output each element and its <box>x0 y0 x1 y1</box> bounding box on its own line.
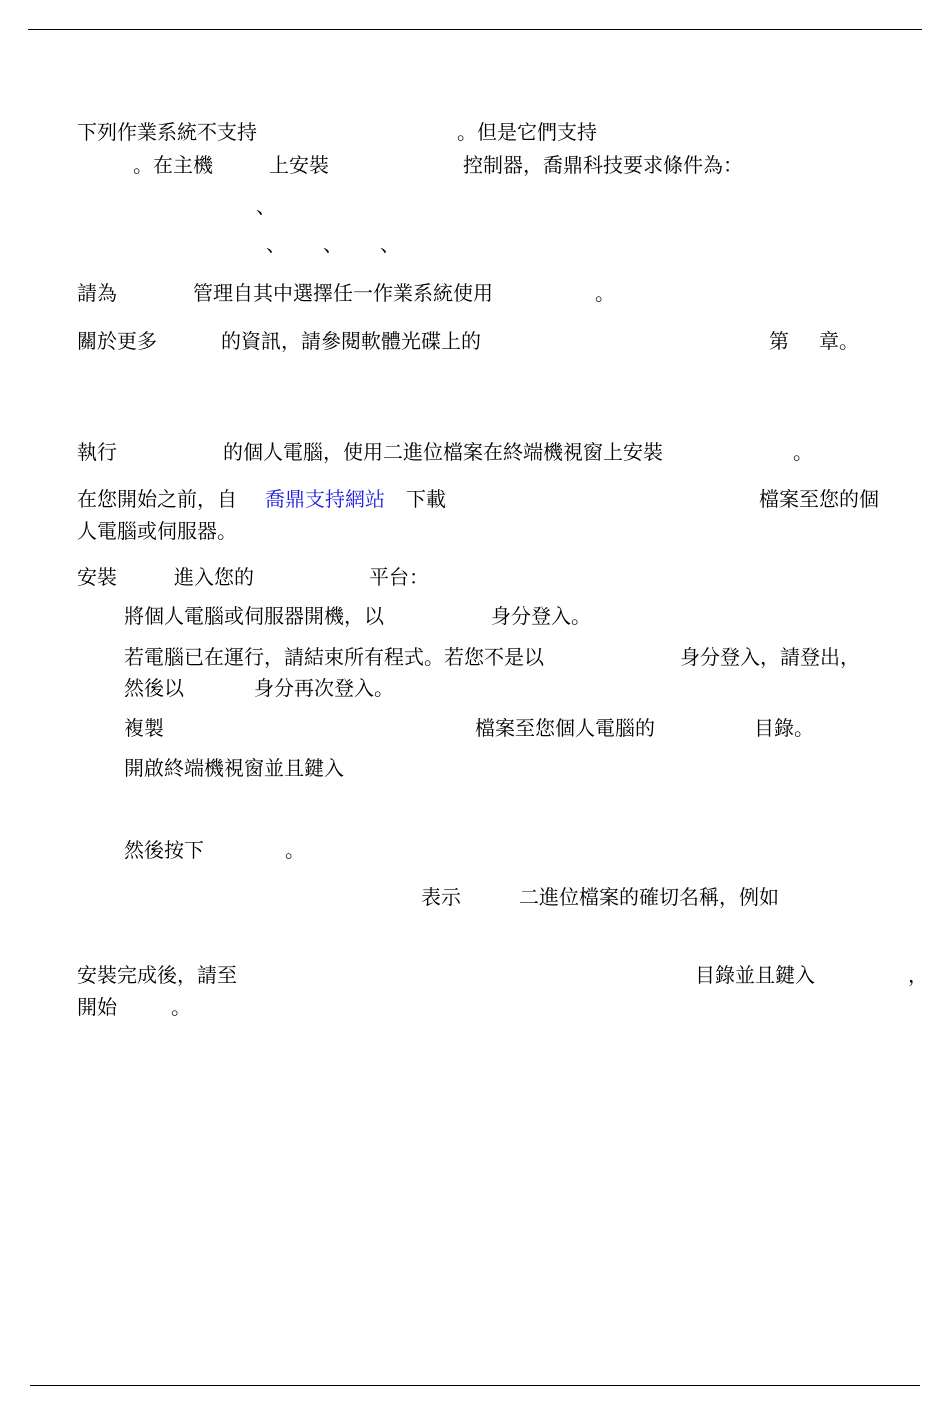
text-controller-requirements: 控制器，喬鼎科技要求條件為： <box>463 153 743 177</box>
text-after-install: 安裝完成後，請至 <box>77 963 237 987</box>
text-chapter-suffix: 章。 <box>819 329 859 353</box>
text-pc-install-binary: 的個人電腦，使用二進位檔案在終端機視窗上安裝 <box>223 440 663 464</box>
text-before-you-begin: 在您開始之前，自 <box>77 487 237 511</box>
step-2-close-programs: 若電腦已在運行，請結束所有程式。若您不是以 <box>124 645 544 669</box>
text-separator: 、 <box>256 194 276 218</box>
step-2-relogin: 身分再次登入。 <box>254 676 394 700</box>
text-separator: 、 <box>323 232 343 256</box>
text-start: 開始 <box>77 995 117 1019</box>
text-download: 下載 <box>406 487 446 511</box>
text-directory-type: 目錄並且鍵入 <box>695 963 815 987</box>
text-separator: 、 <box>266 232 286 256</box>
text-chapter-prefix: 第 <box>769 329 789 353</box>
step-1-boot: 將個人電腦或伺服器開機，以 <box>124 604 384 628</box>
text-period: 。 <box>595 281 615 305</box>
header-rule <box>28 29 922 30</box>
text-comma: ， <box>908 963 928 987</box>
text-file-to-your: 檔案至您的個 <box>759 487 879 511</box>
step-1-login: 身分登入。 <box>491 604 591 628</box>
text-period: 。 <box>171 995 191 1019</box>
footer-rule <box>30 1385 920 1386</box>
step-3-directory: 目錄。 <box>754 716 814 740</box>
text-please: 請為 <box>77 281 117 305</box>
text-pc-or-server: 人電腦或伺服器。 <box>77 519 237 543</box>
support-site-link[interactable]: 喬鼎支持網站 <box>265 487 385 511</box>
text-see-software-cd: 的資訊，請參閱軟體光碟上的 <box>221 329 481 353</box>
text-more-about: 關於更多 <box>77 329 157 353</box>
text-run: 執行 <box>77 440 117 464</box>
text-separator: 、 <box>380 232 400 256</box>
step-3-copy: 複製 <box>124 716 164 740</box>
text-platform: 平台： <box>369 565 429 589</box>
text-period: 。 <box>285 838 305 862</box>
step-2-logout: 身分登入，請登出， <box>680 645 860 669</box>
step-2-then-as: 然後以 <box>124 676 184 700</box>
step-4-open-terminal: 開啟終端機視窗並且鍵入 <box>124 756 344 780</box>
step-5-then-press: 然後按下 <box>124 838 204 862</box>
text-install: 上安裝 <box>269 153 329 177</box>
step-3-file-to-pc: 檔案至您個人電腦的 <box>475 716 655 740</box>
text-install-heading: 安裝 <box>77 565 117 589</box>
text-os-not-supported: 下列作業系統不支持 <box>77 120 257 144</box>
text-enter-your: 進入您的 <box>174 565 254 589</box>
text-management-choose-os: 管理自其中選擇任一作業系統使用 <box>193 281 493 305</box>
text-period: 。 <box>793 440 813 464</box>
note-indicates: 表示 <box>421 885 461 909</box>
text-but-they-support: 。但是它們支持 <box>457 120 597 144</box>
text-on-host: 。在主機 <box>133 153 213 177</box>
note-binary-name: 二進位檔案的確切名稱，例如 <box>519 885 779 909</box>
